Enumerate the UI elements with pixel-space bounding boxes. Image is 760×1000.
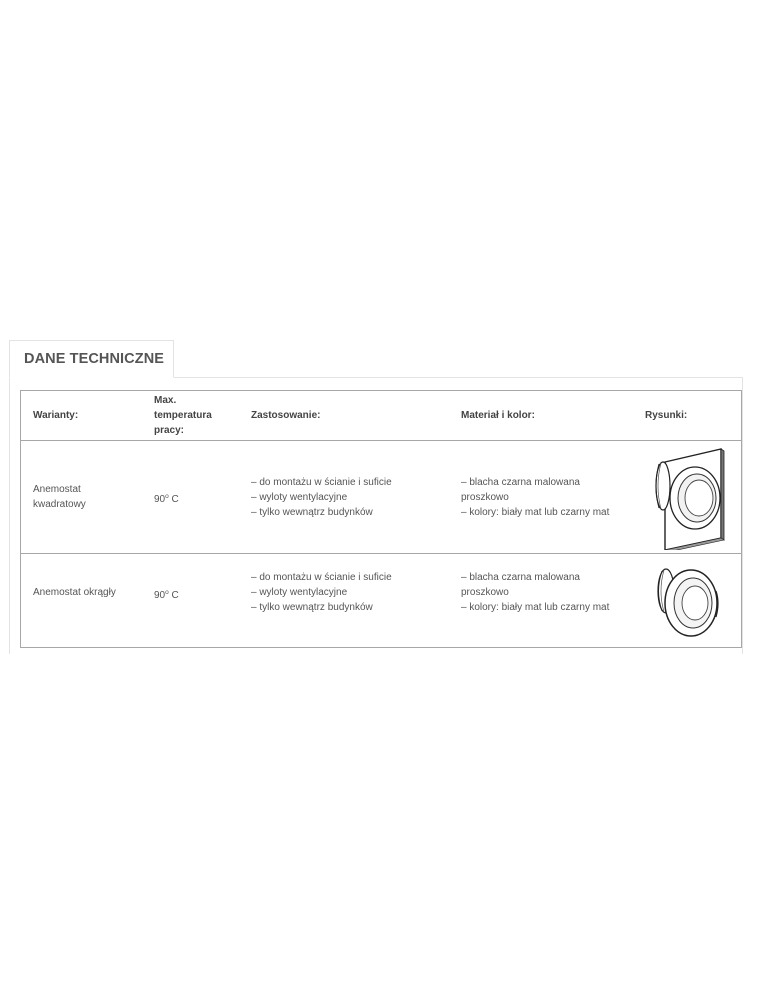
application-list bbox=[251, 570, 451, 615]
temperature-number: 90 bbox=[154, 494, 166, 505]
temperature-unit: C bbox=[168, 590, 179, 601]
degree-sign: o bbox=[165, 589, 169, 596]
material-item: proszkowo bbox=[461, 587, 509, 598]
header-application: Zastosowanie: bbox=[251, 410, 321, 421]
tab-strip bbox=[9, 340, 743, 378]
temperature-number: 90 bbox=[154, 590, 166, 601]
table-header-row bbox=[21, 391, 741, 441]
application-item: – tylko wewnątrz budynków bbox=[251, 507, 373, 518]
variant-name: Anemostat kwadratowy bbox=[33, 484, 86, 510]
material-item: – blacha czarna malowana bbox=[461, 572, 580, 583]
application-item: – do montażu w ścianie i suficie bbox=[251, 572, 392, 583]
round-diffuser-drawing-icon bbox=[653, 561, 723, 641]
square-diffuser-drawing-icon bbox=[651, 446, 731, 550]
table-row bbox=[21, 441, 741, 554]
material-item: – kolory: biały mat lub czarny mat bbox=[461, 602, 610, 613]
material-item: – kolory: biały mat lub czarny mat bbox=[461, 507, 610, 518]
technical-data-table bbox=[20, 390, 742, 648]
tab-dane-techniczne[interactable]: DANE TECHNICZNE bbox=[9, 340, 174, 378]
material-item: proszkowo bbox=[461, 492, 509, 503]
table-row bbox=[21, 554, 741, 647]
application-list bbox=[251, 475, 451, 520]
temperature-unit: C bbox=[168, 494, 179, 505]
material-item: – blacha czarna malowana bbox=[461, 477, 580, 488]
material-list bbox=[461, 475, 631, 520]
variant-name: Anemostat okrągły bbox=[33, 587, 116, 598]
header-variants: Warianty: bbox=[33, 410, 79, 421]
application-item: – wyloty wentylacyjne bbox=[251, 492, 348, 503]
header-drawings: Rysunki: bbox=[645, 410, 688, 421]
degree-sign: o bbox=[165, 493, 169, 500]
material-list bbox=[461, 570, 631, 615]
application-item: – tylko wewnątrz budynków bbox=[251, 602, 373, 613]
max-temperature-value bbox=[154, 585, 244, 603]
header-max-temperature: Max. temperatura pracy: bbox=[154, 395, 212, 436]
application-item: – do montażu w ścianie i suficie bbox=[251, 477, 392, 488]
max-temperature-value bbox=[154, 489, 244, 507]
application-item: – wyloty wentylacyjne bbox=[251, 587, 348, 598]
header-material: Materiał i kolor: bbox=[461, 410, 535, 421]
